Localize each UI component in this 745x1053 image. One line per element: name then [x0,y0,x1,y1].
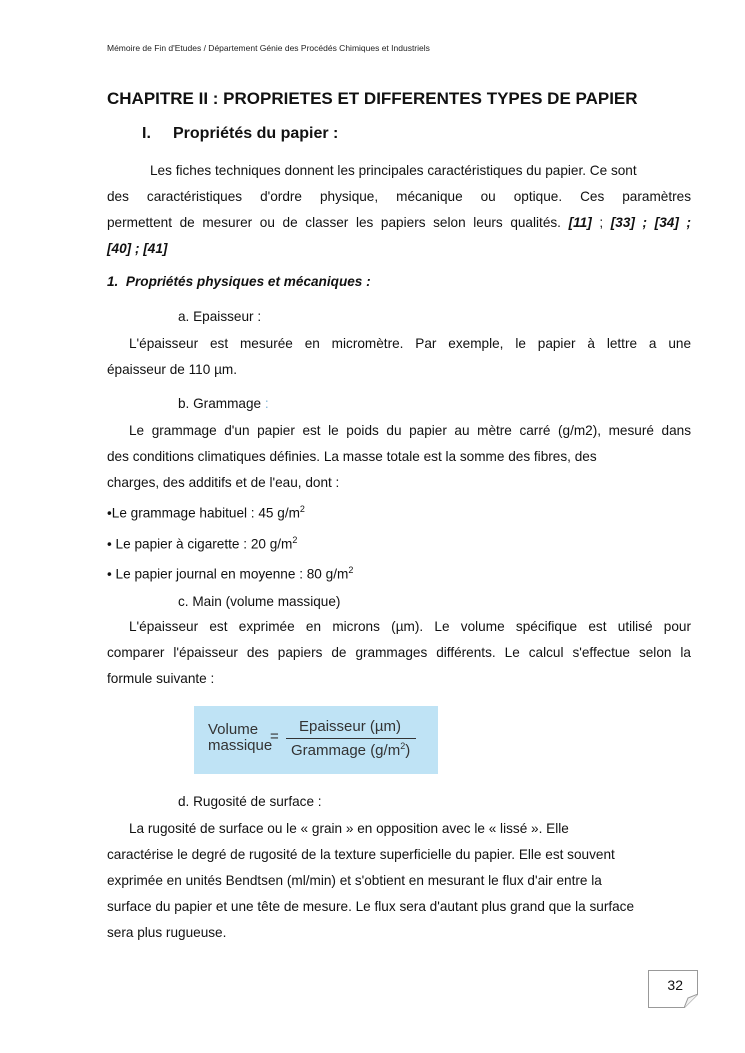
page-number: 32 [667,977,683,993]
item-d-line-1: La rugosité de surface ou le « grain » en opposition avec le « lissé ». Elle [129,821,569,836]
item-d-line-5: sera plus rugueuse. [107,925,227,940]
item-b-paragraph [107,418,691,588]
intro-line-3 [107,210,691,236]
item-c-line-2: comparer l'épaisseur des papiers de grammages différents. Le calcul s'effectue selon la [107,645,691,660]
subsection-title: Propriétés physiques et mécaniques : [125,274,371,289]
intro-paragraph [107,158,691,262]
page-number-box [648,970,698,1008]
section-title: Propriétés du papier : [173,125,339,142]
item-c-paragraph [107,614,691,692]
intro-line-1: Les fiches techniques donnent les principales caractéristiques du papier. Ce sont [150,163,637,178]
chapter-title: CHAPITRE II : PROPRIETES ET DIFFERENTES TYPES DE PAPIER [107,89,638,108]
intro-line-2: des caractéristiques d'ordre physique, mécanique ou optique. Ces paramètres [107,189,691,204]
item-b-line-3: charges, des additifs et de l'eau, dont : [107,475,340,490]
formula-box [194,706,438,774]
subsection-number: 1. [107,274,119,289]
fraction-bar [286,738,416,739]
item-d-line-3: exprimée en unités Bendtsen (ml/min) et s'obtient en mesurant le flux d'air entre la [107,873,602,888]
section-number: I. [142,125,151,142]
formula-numerator: Epaisseur (µm) [299,718,401,735]
item-d-paragraph [107,816,691,946]
intro-line-3-text: permettent de mesurer ou de classer les papiers selon leurs qualités. [107,215,569,230]
item-d-line-2: caractérise le degré de rugosité de la texture superficielle du papier. Elle est souvent [107,847,615,862]
subsection-heading [107,274,371,289]
item-d-label: d. Rugosité de surface : [178,794,322,809]
formula-denominator: Grammage $(g/m^2)$ [291,741,411,759]
formula-lhs-line-1: Volume [208,721,259,738]
formula-equals: = [270,728,279,745]
item-b-label [178,396,269,411]
item-a-line-2: épaisseur de 110 µm. [107,362,237,377]
item-b-line-1: Le grammage d'un papier est le poids du papier au mètre carré (g/m2), mesuré dans [129,423,691,438]
formula-lhs-line-2: massique [208,737,273,754]
reference-11: [11] [568,215,592,230]
bullet-item: • Le papier journal en moyenne : 80 $g/m^2$ [107,565,354,582]
running-header: Mémoire de Fin d'Etudes / Département Génie des Procédés Chimiques et Industriels [107,43,430,53]
item-c-line-3: formule suivante : [107,671,215,686]
formula-lhs [208,722,272,754]
bullet-item: •Le grammage habituel : 45 $g/m^2$ [107,504,305,521]
item-c-label: c. Main (volume massique) [178,594,341,609]
item-b-line-2: des conditions climatiques définies. La masse totale est la somme des fibres, des [107,449,597,464]
item-d-line-4: surface du papier et une tête de mesure. Le flux sera d'autant plus grand que la surface [107,899,635,914]
item-a-label: a. Epaisseur : [178,309,262,324]
reference-separator: ; [591,215,611,230]
item-b-label-colon: : [261,396,269,411]
item-b-label-text: b. Grammage [178,396,262,411]
item-c-line-1: L'épaisseur est exprimée en microns (µm). Le volume spécifique est utilisé pour [129,619,691,634]
item-a-paragraph [107,331,691,383]
reference-33-34: [33] ; [34] ; [610,215,691,230]
intro-line-4-references: [40] ; [41] [107,241,168,256]
item-a-line-1: L'épaisseur est mesurée en micromètre. Par exemple, le papier à lettre a une [129,336,691,351]
bullet-item: • Le papier à cigarette : 20 $g/m^2$ [107,534,298,552]
page-curl-icon [684,994,698,1008]
